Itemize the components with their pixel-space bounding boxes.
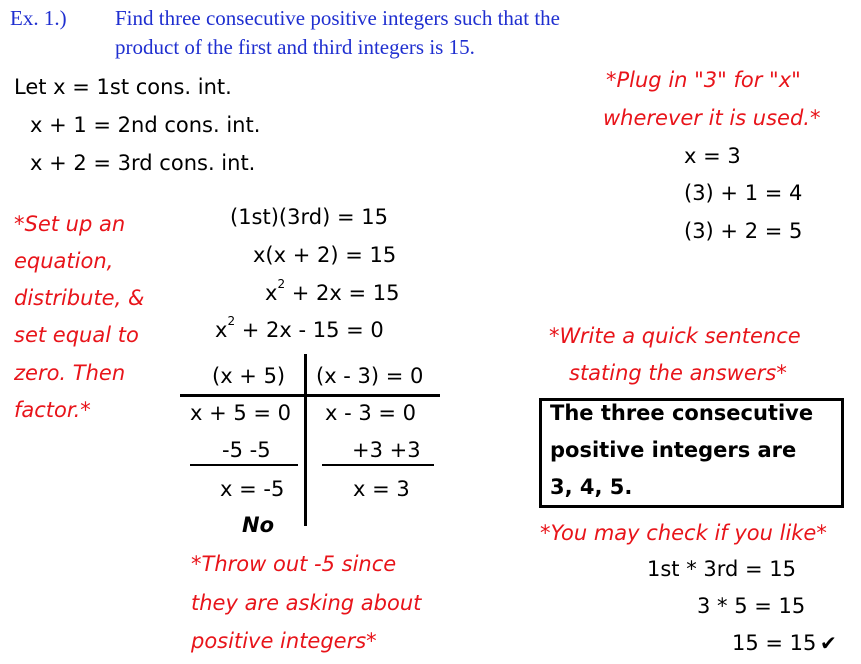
answer-line-2: positive integers are [550, 438, 797, 462]
plug-value: x = 3 [684, 144, 741, 168]
right-branch-underline [322, 464, 434, 466]
throw-out-note-line-3: positive integers* [191, 629, 377, 653]
check-note: *You may check if you like* [540, 521, 827, 545]
factor-left: (x + 5) [212, 364, 286, 388]
setup-note-line-3: distribute, & [14, 286, 145, 310]
definition-first: Let x = 1st cons. int. [14, 75, 232, 99]
sentence-note-line-1: *Write a quick sentence [549, 324, 801, 348]
problem-statement-line-2: product of the first and third integers is 15. [115, 35, 475, 59]
problem-statement-line-1: Find three consecutive positive integers such that the [115, 6, 560, 30]
left-branch-result: x = -5 [220, 477, 285, 501]
checkmark-icon: ✔ [820, 631, 837, 655]
plug-in-note-line-1: *Plug in "3" for "x" [606, 68, 801, 92]
right-branch-add: +3 +3 [352, 438, 421, 462]
answer-line-3: 3, 4, 5. [550, 475, 633, 499]
setup-note-line-1: *Set up an [14, 212, 126, 236]
left-branch-subtract: -5 -5 [222, 438, 271, 462]
definition-second: x + 1 = 2nd cons. int. [30, 113, 261, 137]
setup-note-line-6: factor.* [14, 398, 91, 422]
plug-in-note-line-2: wherever it is used.* [603, 106, 821, 130]
throw-out-note-line-1: *Throw out -5 since [191, 552, 397, 576]
right-branch-equation: x - 3 = 0 [325, 401, 417, 425]
factor-right: (x - 3) = 0 [316, 364, 424, 388]
answer-box [539, 398, 844, 508]
check-result: 15 = 15 [732, 631, 817, 655]
setup-note-line-5: zero. Then [14, 361, 126, 385]
third-integer-calc: (3) + 2 = 5 [684, 219, 803, 243]
equation-substituted: x(x + 2) = 15 [253, 243, 397, 267]
rejected-solution-label: No [242, 513, 275, 537]
left-branch-equation: x + 5 = 0 [190, 401, 292, 425]
example-label: Ex. 1.) [10, 6, 67, 30]
setup-note-line-2: equation, [14, 249, 114, 273]
equation-setup: (1st)(3rd) = 15 [230, 205, 388, 229]
left-branch-underline [190, 464, 298, 466]
right-branch-result: x = 3 [353, 477, 410, 501]
t-chart-vertical-line [304, 354, 307, 526]
equation-standard-form: $x^2 + 2x - 15 = 0$ [215, 314, 384, 342]
setup-note-line-4: set equal to [14, 323, 139, 347]
sentence-note-line-2: stating the answers* [569, 361, 787, 385]
equation-distributed: $x^2 + 2x = 15$ [265, 277, 400, 305]
throw-out-note-line-2: they are asking about [191, 591, 422, 615]
check-substituted: 3 * 5 = 15 [697, 594, 806, 618]
answer-line-1: The three consecutive [550, 401, 814, 425]
definition-third: x + 2 = 3rd cons. int. [30, 151, 256, 175]
t-chart-horizontal-line [180, 394, 440, 397]
check-formula: 1st * 3rd = 15 [647, 557, 797, 581]
second-integer-calc: (3) + 1 = 4 [684, 181, 803, 205]
